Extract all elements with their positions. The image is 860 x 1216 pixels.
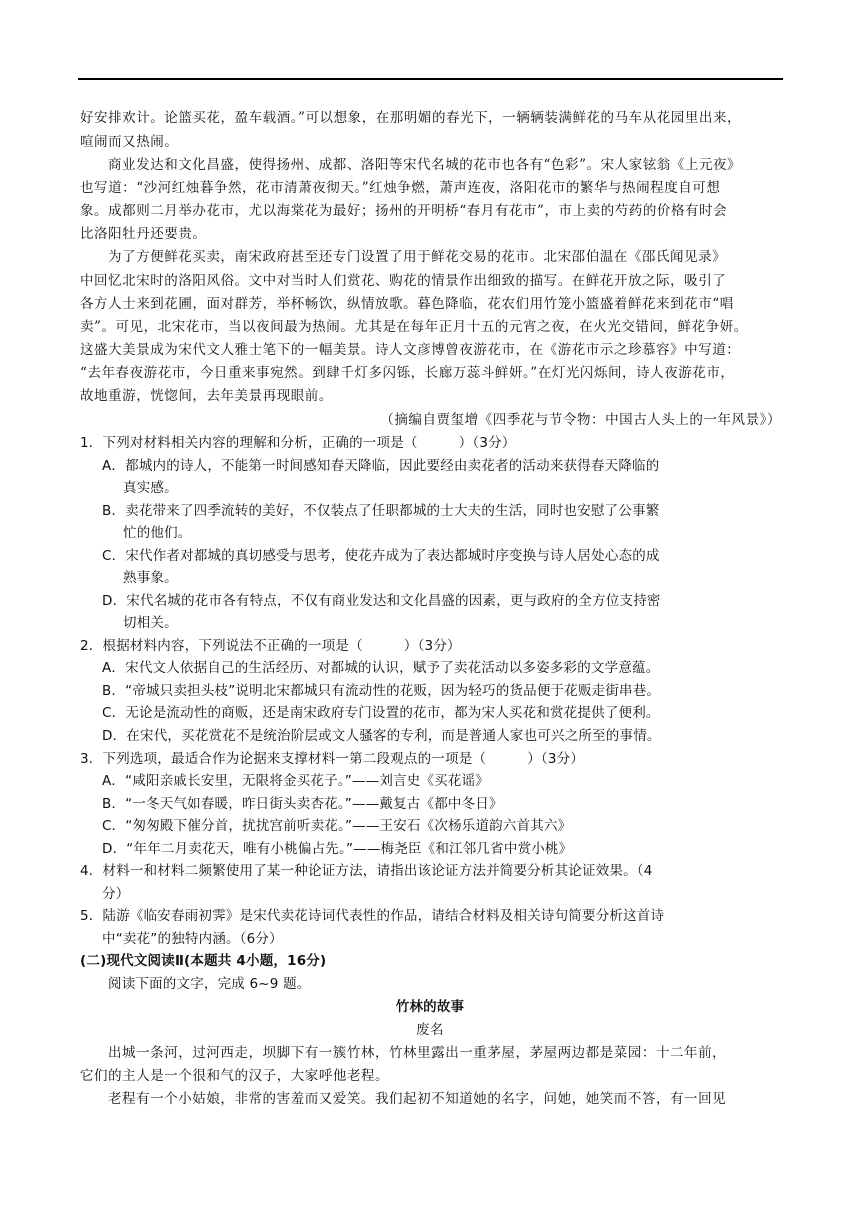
question-5-cont: 中“卖花”的独特内涵。（6分） <box>102 931 283 947</box>
question-4-cont: 分） <box>102 886 130 902</box>
question-5: 5．陆游《临安春雨初霁》是宋代卖花诗词代表性的作品，请结合材料及相关诗句简要分析这首诗 <box>80 908 665 924</box>
passage1-line: 为了方便鲜花买卖，南宋政府甚至还专门设置了用于鲜花交易的花市。北宋邵伯温在《邵氏闻见录》 <box>108 249 727 265</box>
section-heading: (二)现代文阅读Ⅱ(本题共 4小题，16分) <box>80 953 327 969</box>
passage1-line: 卖”。可见，北宋花市，当以夜间最为热闹。尤其是在每年正月十五的元宵之夜，在火光交错间，鲜花争妍。 <box>80 319 748 335</box>
question-2-option-d: D．在宋代，买花赏花不是统治阶层或文人骚客的专利，而是普通人家也可兴之所至的事情。 <box>102 728 661 744</box>
question-1-option-c: C．宋代作者对都城的真切感受与思考，使花卉成为了表达都城时序变换与诗人居处心态的成 <box>102 548 660 564</box>
question-3: 3．下列选项，最适合作为论据来支撑材料一第二段观点的一项是（ ）（3分） <box>80 751 585 767</box>
passage1-line: 喧闹而又热闹。 <box>80 134 179 150</box>
passage2-line: 老程有一个小姑娘，非常的害羞而又爱笑。我们起初不知道她的名字，问她，她笑而不答，有一回见 <box>108 1091 727 1107</box>
question-1-option-d-cont: 切相关。 <box>123 615 178 631</box>
question-2-option-c: C．无论是流动性的商贩，还是南宋政府专门设置的花市，都为宋人买花和赏花提供了便利。 <box>102 705 660 721</box>
question-3-option-a: A．“咸阳亲戚长安里，无限将金买花子。”——刘言史《买花谣》 <box>102 773 489 789</box>
question-2-option-a: A．宋代文人依据自己的生活经历、对都城的认识，赋予了卖花活动以多姿多彩的文学意蕴。 <box>102 660 660 676</box>
passage2-line: 它们的主人是一个很和气的汉子，大家呼他老程。 <box>80 1068 390 1084</box>
header-rule <box>78 78 783 80</box>
passage1-line: 中回忆北宋时的洛阳风俗。文中对当时人们赏花、购花的情景作出细致的描写。在鲜花开放之际，吸引了 <box>80 273 727 289</box>
question-1-option-a: A．都城内的诗人，不能第一时间感知春天降临，因此要经由卖花者的活动来获得春天降临的 <box>102 458 660 474</box>
passage1-line: 比洛阳牡丹还要贵。 <box>80 226 207 242</box>
passage1-line: 也写道：“沙河红烛暮争然，花市清萧夜彻天。”红烛争燃，萧声连夜，洛阳花市的繁华与热闹程度自可想 <box>80 180 721 196</box>
question-2: 2．根据材料内容，下列说法不正确的一项是（ ）（3分） <box>80 638 461 654</box>
question-2-option-b: B．“帝城只卖担头枝”说明北宋都城只有流动性的花贩，因为轻巧的货品便于花贩走街串巷。 <box>102 683 661 699</box>
question-1: 1．下列对材料相关内容的理解和分析，正确的一项是（ ）（3分） <box>80 435 516 451</box>
story-title: 竹林的故事 <box>395 999 465 1015</box>
question-4: 4．材料一和材料二频繁使用了某一种论证方法，请指出该论证方法并简要分析其论证效果。（4 <box>80 863 653 879</box>
source-citation: （摘编自贾玺增《四季花与节令物：中国古人头上的一年风景》） <box>380 412 781 428</box>
question-3-option-c: C．“匆匆殿下催分首，扰扰宫前听卖花。”——王安石《次杨乐道韵六首其六》 <box>102 818 572 834</box>
question-1-option-b-cont: 忙的他们。 <box>123 525 192 541</box>
question-1-option-a-cont: 真实感。 <box>123 480 178 496</box>
passage1-line: 象。成都则二月举办花市，尤以海棠花为最好；扬州的开明桥“春月有花市”，市上卖的芍药的价格有时会 <box>80 203 728 219</box>
passage1-line: “去年春夜游花市，今日重来事宛然。到肆千灯多闪铄，长廊万蕊斗鲜妍。”在灯光闪烁间，诗人夜游花市， <box>80 365 735 381</box>
question-3-option-b: B．“一冬天气如春暖，昨日街头卖杏花。”——戴复古《都中冬日》 <box>102 796 503 812</box>
question-1-option-d: D．宋代名城的花市各有特点，不仅有商业发达和文化昌盛的因素，更与政府的全方位支持密 <box>102 593 661 609</box>
passage1-line: 好安排欢计。论篮买花，盈车载酒。”可以想象，在那明媚的春光下，一辆辆装满鲜花的马车从花园里出来， <box>80 110 742 126</box>
question-3-option-d: D．“年年二月卖花天，唯有小桃偏占先。”——梅尧臣《和江邻几省中赏小桃》 <box>102 841 573 857</box>
passage1-line: 这盛大美景成为宋代文人雅士笔下的一幅美景。诗人文彦博曾夜游花市，在《游花市示之珍慕容》中写道： <box>80 342 741 358</box>
section-instruction: 阅读下面的文字，完成 6~9 题。 <box>108 976 311 992</box>
passage1-line: 商业发达和文化昌盛，使得扬州、成都、洛阳等宋代名城的花市也各有“色彩”。宋人家铉翁《上元夜》 <box>108 157 742 173</box>
story-author: 废名 <box>415 1022 445 1038</box>
passage2-line: 出城一条河，过河西走，坝脚下有一簇竹林，竹林里露出一重茅屋，茅屋两边都是菜园：十二年前， <box>108 1045 727 1061</box>
passage1-line: 故地重游，恍惚间，去年美景再现眼前。 <box>80 388 333 404</box>
passage1-line: 各方人士来到花圃，面对群芳，举杯畅饮，纵情放歌。暮色降临，花农们用竹笼小篮盛着鲜花来到花市“唱 <box>80 296 734 312</box>
question-1-option-b: B．卖花带来了四季流转的美好，不仅装点了任职都城的士大夫的生活，同时也安慰了公事繁 <box>102 503 660 519</box>
question-1-option-c-cont: 熟事象。 <box>123 570 178 586</box>
